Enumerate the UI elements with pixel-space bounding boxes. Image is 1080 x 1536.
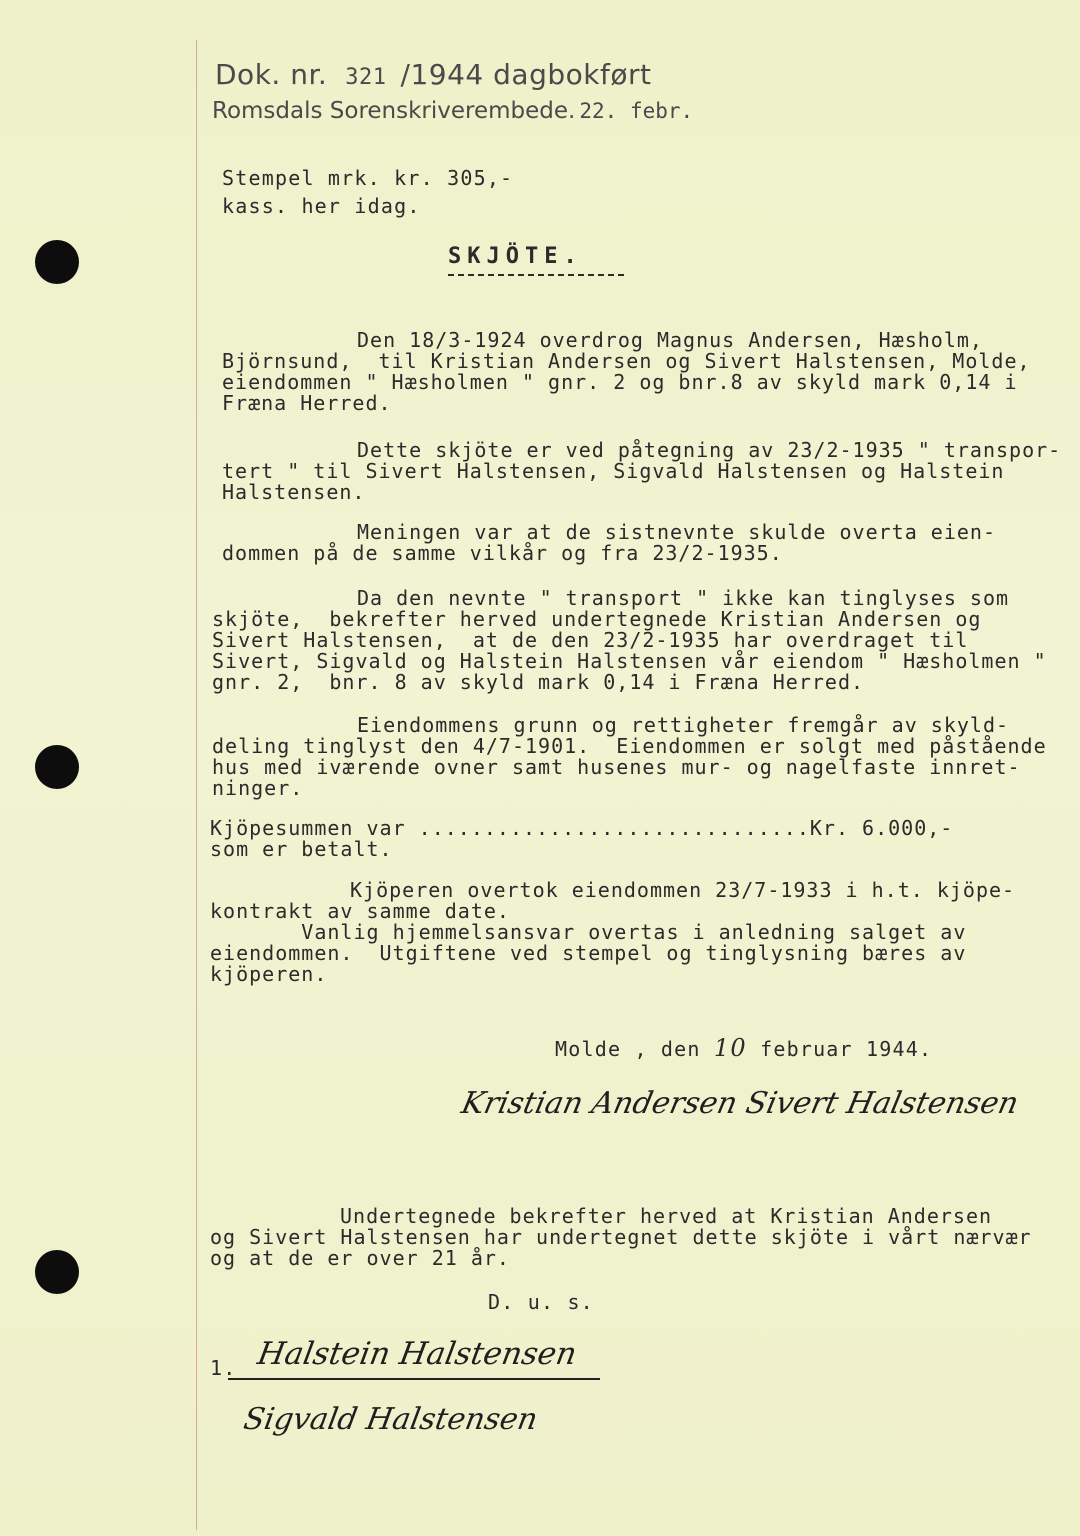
fee-note-line-2: kass. her idag. [222,194,421,218]
place-date: Molde , den 10 februar 1944. [555,1034,933,1062]
stamp-suffix: dagbokført [493,58,652,91]
witness-signature-2: Sigvald Halstensen [240,1402,541,1437]
paragraph-2: Dette skjöte er ved påtegning av 23/2-1935 " transpor- tert " til Sivert Halstensen, Sigvald Halstensen og Halstein Halstensen. [222,438,1062,504]
punch-hole-bottom [35,1250,79,1294]
handwritten-day: 10 [713,1034,747,1062]
registry-office [212,98,693,124]
registry-stamp [215,58,651,91]
document-title: SKJÖTE. [448,244,583,269]
stamp-label: Dok. nr. [215,58,328,91]
registry-date: 22. febr. [579,99,694,123]
paragraph-7: Kjöperen overtok eiendommen 23/7-1933 i h.t. kjöpe- kontrakt av samme date. Vanlig hjemmelsansvar overtas i anledning salget av eiendommen. Utgiftene ved stempel og tinglysning bæres av kjöperen. [210,878,1016,986]
witness-statement: Undertegnede bekrefter herved at Kristian Andersen og Sivert Halstensen har undertegnet dette skjöte i vårt nærvær og at de er over 21 år. [210,1204,1032,1270]
fee-note-line-1: Stempel mrk. kr. 305,- [222,166,514,190]
purchase-price: Kjöpesummen var ..............................Kr. 6.000,- som er betalt. [210,816,954,861]
stamp-year: /1944 [400,58,484,91]
margin-rule [196,40,197,1530]
witness-signature-1: Halstein Halstensen [254,1336,580,1372]
title-underline [448,274,624,276]
paragraph-4: Da den nevnte " transport " ikke kan tinglyses som skjöte, bekrefter herved undertegnede Kristian Andersen og Sivert Halstensen, at de den 23/2-1935 har overdraget til Sivert, Sigvald og Halstein Halstensen vår eiendom " Hæsholmen " gnr. 2, bnr. 8 av skyld mark 0,14 i Fræna Herred. [212,586,1047,694]
signature-line [228,1378,600,1380]
paragraph-1: Den 18/3-1924 overdrog Magnus Andersen, Hæsholm, Björnsund, til Kristian Andersen og Sivert Halstensen, Molde, eiendommen " Hæsholmen " gnr. 2 og bnr.8 av skyld mark 0,14 i Fræna Herred. [222,328,1031,415]
document-number: 321 [345,65,387,90]
punch-hole-top [35,240,79,284]
office-name: Romsdals Sorenskriverembede. [212,98,576,124]
paragraph-3: Meningen var at de sistnevnte skulde overta eien- dommen på de samme vilkår og fra 23/2-1935. [222,520,997,565]
seller-signatures: Kristian Andersen Sivert Halstensen [458,1086,1022,1121]
witness-number: 1. [210,1356,237,1380]
dus-note: D. u. s. [488,1290,594,1314]
punch-hole-middle [35,745,79,789]
paragraph-5: Eiendommens grunn og rettigheter fremgår av skyld- deling tinglyst den 4/7-1901. Eiendommen er solgt med påstående hus med iværende ovner samt husenes mur- og nagelfaste innret- ninger. [212,713,1047,800]
